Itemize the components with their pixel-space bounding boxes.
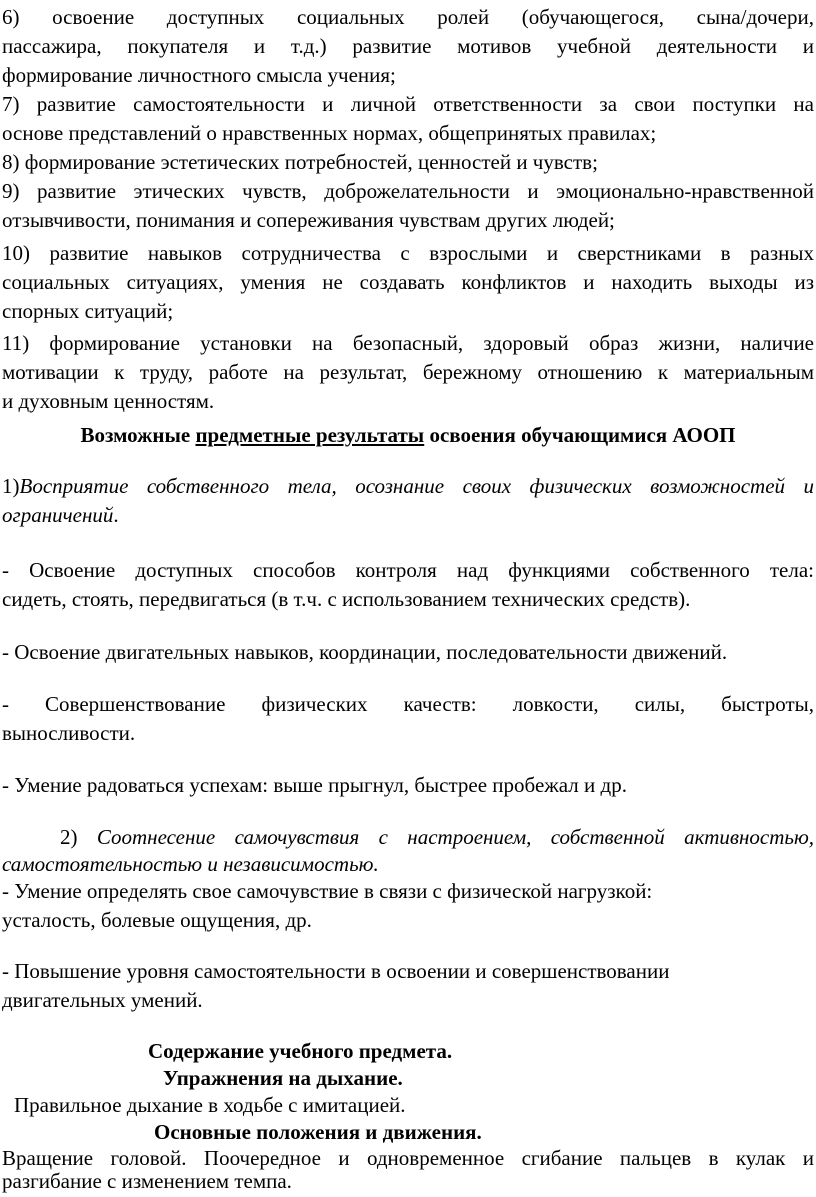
- item-9-line-1: 9) развитие этических чувств, доброжелательности и эмоционально-нравственной: [2, 179, 814, 203]
- item-6-line-2: пассажира, покупателя и т.д.) развитие мотивов учебной деятельности и: [2, 34, 814, 58]
- bullet-6-line-2: двигательных умений.: [2, 988, 203, 1012]
- result-1-title-end: ограничений: [2, 503, 114, 527]
- breathing-subtitle: Упражнения на дыхание.: [163, 1066, 403, 1090]
- result-2-line-2: самостоятельностью и независимостью.: [2, 852, 379, 876]
- bullet-5-line-1: - Умение определять свое самочувствие в связи с физической нагрузкой:: [2, 879, 653, 903]
- item-11-line-2: мотивации к труду, работе на результат, бережному отношению к материальным: [2, 360, 814, 384]
- positions-text-line-1: Вращение головой. Поочередное и одновременное сгибание пальцев в кулак и: [2, 1146, 814, 1170]
- result-1-number: 1): [2, 474, 20, 498]
- section-heading: [2, 421, 814, 450]
- heading-underlined-part: предметные результаты: [195, 423, 425, 447]
- positions-text-line-2: разгибание с изменением темпа.: [2, 1169, 292, 1193]
- bullet-5-line-2: усталость, болевые ощущения, др.: [2, 908, 312, 932]
- item-6-line-1: 6) освоение доступных социальных ролей (обучающегося, сына/дочери,: [2, 5, 814, 29]
- item-11-line-1: 11) формирование установки на безопасный, здоровый образ жизни, наличие: [2, 331, 814, 355]
- bullet-4-line-1: - Умение радоваться успехам: выше прыгнул, быстрее пробежал и др.: [2, 773, 627, 797]
- item-7-line-2: основе представлений о нравственных нормах, общепринятых правилах;: [2, 121, 657, 145]
- content-title: Содержание учебного предмета.: [148, 1039, 453, 1063]
- result-2-title: Соотнесение самочувствия с настроением, собственной активностью,: [96, 825, 814, 849]
- item-11-line-3: и духовным ценностям.: [2, 389, 215, 413]
- bullet-1-line-2: сидеть, стоять, передвигаться (в т.ч. с использованием технических средств).: [2, 587, 691, 611]
- result-1-title: Восприятие собственного тела, осознание своих физических возможностей и: [19, 474, 814, 498]
- bullet-6-line-1: - Повышение уровня самостоятельности в освоении и совершенствовании: [2, 959, 670, 983]
- item-6-line-3: формирование личностного смысла учения;: [2, 63, 396, 87]
- bullet-2-line-1: - Освоение двигательных навыков, координации, последовательности движений.: [2, 640, 728, 664]
- bullet-3-line-2: выносливости.: [2, 721, 136, 745]
- bullet-1-line-1: - Освоение доступных способов контроля над функциями собственного тела:: [2, 558, 814, 582]
- result-1-period: .: [113, 503, 119, 527]
- item-8-line-1: 8) формирование эстетических потребностей, ценностей и чувств;: [2, 150, 598, 174]
- heading-part-1: Возможные: [80, 423, 196, 447]
- result-2-number: 2): [60, 825, 97, 849]
- item-9-line-2: отзывчивости, понимания и сопереживания чувствам других людей;: [2, 208, 615, 232]
- positions-subtitle: Основные положения и движения.: [154, 1120, 482, 1144]
- item-7-line-1: 7) развитие самостоятельности и личной ответственности за свои поступки на: [2, 92, 814, 116]
- item-10-line-3: спорных ситуаций;: [2, 299, 174, 323]
- item-10-line-1: 10) развитие навыков сотрудничества с взрослыми и сверстниками в разных: [2, 241, 814, 265]
- bullet-3-line-1: - Совершенствование физических качеств: ловкости, силы, быстроты,: [2, 692, 814, 716]
- heading-part-3: освоения обучающимися АООП: [424, 423, 736, 447]
- result-1-line-2: [2, 501, 814, 530]
- breathing-text: Правильное дыхание в ходьбе с имитацией.: [14, 1093, 406, 1117]
- result-2-line-1: [60, 823, 814, 852]
- result-1-line-1: [2, 472, 814, 501]
- item-10-line-2: социальных ситуациях, умения не создавать конфликтов и находить выходы из: [2, 270, 814, 294]
